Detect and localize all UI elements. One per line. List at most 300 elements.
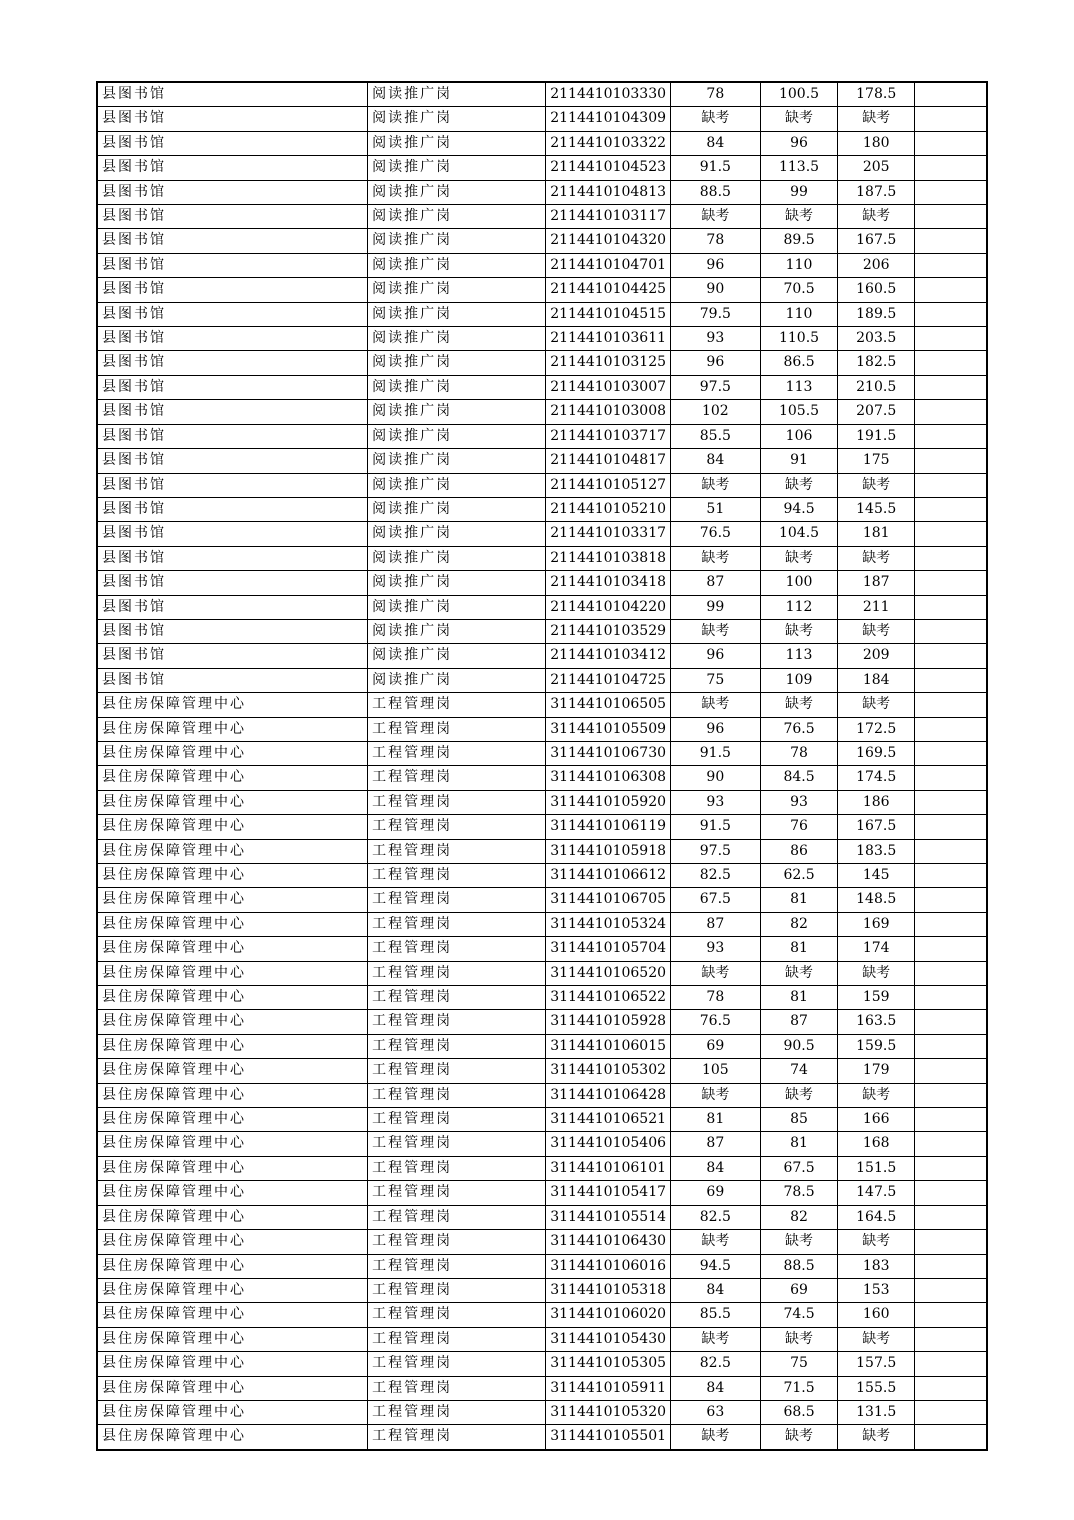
post-cell: 阅读推广岗 xyxy=(368,424,546,448)
interview-score-cell: 96 xyxy=(760,131,837,155)
exam-id-cell: 2114410104701 xyxy=(546,253,670,277)
note-cell xyxy=(915,644,987,668)
table-row xyxy=(97,1352,987,1376)
written-score-cell: 96 xyxy=(670,717,760,741)
table-row xyxy=(97,278,987,302)
note-cell xyxy=(915,1181,987,1205)
unit-cell: 县图书馆 xyxy=(97,497,368,521)
written-score-cell: 缺考 xyxy=(670,205,760,229)
total-score-cell: 153 xyxy=(838,1278,915,1302)
written-score-cell: 91.5 xyxy=(670,156,760,180)
exam-id-cell: 3114410106119 xyxy=(546,815,670,839)
exam-id-cell: 2114410104523 xyxy=(546,156,670,180)
total-score-cell: 145 xyxy=(838,864,915,888)
total-score-cell: 207.5 xyxy=(838,400,915,424)
total-score-cell: 189.5 xyxy=(838,302,915,326)
exam-id-cell: 3114410105417 xyxy=(546,1181,670,1205)
exam-id-cell: 3114410105509 xyxy=(546,717,670,741)
interview-score-cell: 76.5 xyxy=(760,717,837,741)
total-score-cell: 167.5 xyxy=(838,815,915,839)
interview-score-cell: 69 xyxy=(760,1278,837,1302)
table-row xyxy=(97,131,987,155)
note-cell xyxy=(915,912,987,936)
written-score-cell: 96 xyxy=(670,253,760,277)
table-row xyxy=(97,741,987,765)
exam-id-cell: 3114410106015 xyxy=(546,1034,670,1058)
unit-cell: 县住房保障管理中心 xyxy=(97,1156,368,1180)
post-cell: 阅读推广岗 xyxy=(368,619,546,643)
total-score-cell: 164.5 xyxy=(838,1205,915,1229)
interview-score-cell: 78 xyxy=(760,741,837,765)
interview-score-cell: 104.5 xyxy=(760,522,837,546)
exam-id-cell: 3114410105305 xyxy=(546,1352,670,1376)
post-cell: 阅读推广岗 xyxy=(368,644,546,668)
unit-cell: 县图书馆 xyxy=(97,156,368,180)
interview-score-cell: 81 xyxy=(760,1132,837,1156)
total-score-cell: 缺考 xyxy=(838,1230,915,1254)
written-score-cell: 67.5 xyxy=(670,888,760,912)
unit-cell: 县图书馆 xyxy=(97,107,368,131)
written-score-cell: 87 xyxy=(670,1132,760,1156)
table-row xyxy=(97,229,987,253)
unit-cell: 县住房保障管理中心 xyxy=(97,815,368,839)
post-cell: 阅读推广岗 xyxy=(368,205,546,229)
table-row xyxy=(97,1400,987,1424)
note-cell xyxy=(915,1230,987,1254)
unit-cell: 县图书馆 xyxy=(97,253,368,277)
unit-cell: 县住房保障管理中心 xyxy=(97,864,368,888)
exam-id-cell: 2114410103322 xyxy=(546,131,670,155)
written-score-cell: 87 xyxy=(670,912,760,936)
note-cell xyxy=(915,864,987,888)
table-row xyxy=(97,595,987,619)
exam-id-cell: 3114410105911 xyxy=(546,1376,670,1400)
total-score-cell: 148.5 xyxy=(838,888,915,912)
unit-cell: 县图书馆 xyxy=(97,571,368,595)
interview-score-cell: 缺考 xyxy=(760,205,837,229)
exam-id-cell: 2114410103717 xyxy=(546,424,670,448)
table-row xyxy=(97,1278,987,1302)
exam-id-cell: 2114410104425 xyxy=(546,278,670,302)
note-cell xyxy=(915,278,987,302)
unit-cell: 县图书馆 xyxy=(97,327,368,351)
exam-id-cell: 3114410106308 xyxy=(546,766,670,790)
post-cell: 工程管理岗 xyxy=(368,1352,546,1376)
note-cell xyxy=(915,1327,987,1351)
post-cell: 工程管理岗 xyxy=(368,1230,546,1254)
interview-score-cell: 112 xyxy=(760,595,837,619)
post-cell: 工程管理岗 xyxy=(368,961,546,985)
total-score-cell: 187 xyxy=(838,571,915,595)
unit-cell: 县住房保障管理中心 xyxy=(97,717,368,741)
exam-id-cell: 2114410103125 xyxy=(546,351,670,375)
table-row xyxy=(97,961,987,985)
exam-id-cell: 3114410106016 xyxy=(546,1254,670,1278)
note-cell xyxy=(915,375,987,399)
exam-id-cell: 2114410103008 xyxy=(546,400,670,424)
unit-cell: 县图书馆 xyxy=(97,473,368,497)
post-cell: 工程管理岗 xyxy=(368,888,546,912)
total-score-cell: 172.5 xyxy=(838,717,915,741)
total-score-cell: 缺考 xyxy=(838,107,915,131)
interview-score-cell: 缺考 xyxy=(760,107,837,131)
post-cell: 工程管理岗 xyxy=(368,1376,546,1400)
post-cell: 工程管理岗 xyxy=(368,1181,546,1205)
total-score-cell: 160.5 xyxy=(838,278,915,302)
unit-cell: 县图书馆 xyxy=(97,82,368,107)
exam-id-cell: 2114410103117 xyxy=(546,205,670,229)
exam-id-cell: 2114410103418 xyxy=(546,571,670,595)
interview-score-cell: 89.5 xyxy=(760,229,837,253)
note-cell xyxy=(915,1034,987,1058)
post-cell: 阅读推广岗 xyxy=(368,351,546,375)
table-row xyxy=(97,1376,987,1400)
written-score-cell: 缺考 xyxy=(670,1425,760,1450)
unit-cell: 县住房保障管理中心 xyxy=(97,1425,368,1450)
table-row xyxy=(97,1059,987,1083)
table-row xyxy=(97,302,987,326)
unit-cell: 县住房保障管理中心 xyxy=(97,1034,368,1058)
note-cell xyxy=(915,888,987,912)
exam-id-cell: 2114410104220 xyxy=(546,595,670,619)
post-cell: 阅读推广岗 xyxy=(368,156,546,180)
post-cell: 阅读推广岗 xyxy=(368,302,546,326)
total-score-cell: 206 xyxy=(838,253,915,277)
unit-cell: 县住房保障管理中心 xyxy=(97,1303,368,1327)
unit-cell: 县住房保障管理中心 xyxy=(97,986,368,1010)
table-row xyxy=(97,424,987,448)
written-score-cell: 84 xyxy=(670,449,760,473)
post-cell: 工程管理岗 xyxy=(368,1108,546,1132)
table-row xyxy=(97,375,987,399)
table-row xyxy=(97,1156,987,1180)
exam-id-cell: 2114410103412 xyxy=(546,644,670,668)
interview-score-cell: 81 xyxy=(760,888,837,912)
interview-score-cell: 78.5 xyxy=(760,1181,837,1205)
note-cell xyxy=(915,351,987,375)
total-score-cell: 179 xyxy=(838,1059,915,1083)
total-score-cell: 174.5 xyxy=(838,766,915,790)
unit-cell: 县图书馆 xyxy=(97,595,368,619)
written-score-cell: 97.5 xyxy=(670,839,760,863)
post-cell: 阅读推广岗 xyxy=(368,571,546,595)
unit-cell: 县图书馆 xyxy=(97,546,368,570)
written-score-cell: 90 xyxy=(670,278,760,302)
total-score-cell: 缺考 xyxy=(838,1425,915,1450)
post-cell: 工程管理岗 xyxy=(368,1156,546,1180)
written-score-cell: 81 xyxy=(670,1108,760,1132)
table-row xyxy=(97,82,987,107)
unit-cell: 县住房保障管理中心 xyxy=(97,1059,368,1083)
total-score-cell: 187.5 xyxy=(838,180,915,204)
unit-cell: 县住房保障管理中心 xyxy=(97,1278,368,1302)
written-score-cell: 缺考 xyxy=(670,1083,760,1107)
note-cell xyxy=(915,327,987,351)
table-row xyxy=(97,205,987,229)
interview-score-cell: 缺考 xyxy=(760,473,837,497)
score-table xyxy=(96,81,988,1451)
exam-id-cell: 3114410106020 xyxy=(546,1303,670,1327)
post-cell: 工程管理岗 xyxy=(368,1132,546,1156)
written-score-cell: 85.5 xyxy=(670,424,760,448)
table-row xyxy=(97,1132,987,1156)
unit-cell: 县住房保障管理中心 xyxy=(97,1400,368,1424)
exam-id-cell: 3114410106430 xyxy=(546,1230,670,1254)
interview-score-cell: 70.5 xyxy=(760,278,837,302)
written-score-cell: 102 xyxy=(670,400,760,424)
total-score-cell: 145.5 xyxy=(838,497,915,521)
table-body xyxy=(97,82,987,1450)
table-row xyxy=(97,1205,987,1229)
note-cell xyxy=(915,1083,987,1107)
interview-score-cell: 缺考 xyxy=(760,1327,837,1351)
unit-cell: 县图书馆 xyxy=(97,131,368,155)
unit-cell: 县住房保障管理中心 xyxy=(97,1327,368,1351)
total-score-cell: 175 xyxy=(838,449,915,473)
written-score-cell: 缺考 xyxy=(670,693,760,717)
table-row xyxy=(97,986,987,1010)
exam-id-cell: 3114410105704 xyxy=(546,937,670,961)
post-cell: 阅读推广岗 xyxy=(368,131,546,155)
post-cell: 工程管理岗 xyxy=(368,815,546,839)
exam-id-cell: 2114410103611 xyxy=(546,327,670,351)
note-cell xyxy=(915,1278,987,1302)
exam-id-cell: 3114410106505 xyxy=(546,693,670,717)
exam-id-cell: 2114410103529 xyxy=(546,619,670,643)
table-row xyxy=(97,888,987,912)
table-row xyxy=(97,815,987,839)
interview-score-cell: 110 xyxy=(760,302,837,326)
unit-cell: 县住房保障管理中心 xyxy=(97,1205,368,1229)
written-score-cell: 缺考 xyxy=(670,1230,760,1254)
note-cell xyxy=(915,668,987,692)
table-row xyxy=(97,1108,987,1132)
exam-id-cell: 3114410106522 xyxy=(546,986,670,1010)
table-row xyxy=(97,400,987,424)
total-score-cell: 147.5 xyxy=(838,1181,915,1205)
interview-score-cell: 82 xyxy=(760,912,837,936)
unit-cell: 县住房保障管理中心 xyxy=(97,1376,368,1400)
exam-id-cell: 2114410103818 xyxy=(546,546,670,570)
total-score-cell: 178.5 xyxy=(838,82,915,107)
note-cell xyxy=(915,790,987,814)
total-score-cell: 缺考 xyxy=(838,961,915,985)
total-score-cell: 159 xyxy=(838,986,915,1010)
total-score-cell: 169 xyxy=(838,912,915,936)
post-cell: 工程管理岗 xyxy=(368,790,546,814)
unit-cell: 县住房保障管理中心 xyxy=(97,912,368,936)
exam-id-cell: 3114410105918 xyxy=(546,839,670,863)
interview-score-cell: 76 xyxy=(760,815,837,839)
total-score-cell: 160 xyxy=(838,1303,915,1327)
interview-score-cell: 99 xyxy=(760,180,837,204)
total-score-cell: 缺考 xyxy=(838,693,915,717)
post-cell: 阅读推广岗 xyxy=(368,400,546,424)
post-cell: 工程管理岗 xyxy=(368,1400,546,1424)
table-row xyxy=(97,546,987,570)
table-row xyxy=(97,1327,987,1351)
total-score-cell: 183.5 xyxy=(838,839,915,863)
exam-id-cell: 3114410106730 xyxy=(546,741,670,765)
interview-score-cell: 缺考 xyxy=(760,1230,837,1254)
exam-id-cell: 2114410104817 xyxy=(546,449,670,473)
note-cell xyxy=(915,1303,987,1327)
total-score-cell: 209 xyxy=(838,644,915,668)
note-cell xyxy=(915,1205,987,1229)
exam-id-cell: 3114410105501 xyxy=(546,1425,670,1450)
interview-score-cell: 82 xyxy=(760,1205,837,1229)
post-cell: 工程管理岗 xyxy=(368,864,546,888)
written-score-cell: 78 xyxy=(670,82,760,107)
exam-id-cell: 2114410103330 xyxy=(546,82,670,107)
interview-score-cell: 85 xyxy=(760,1108,837,1132)
unit-cell: 县图书馆 xyxy=(97,229,368,253)
interview-score-cell: 81 xyxy=(760,937,837,961)
interview-score-cell: 缺考 xyxy=(760,546,837,570)
written-score-cell: 78 xyxy=(670,229,760,253)
table-row xyxy=(97,522,987,546)
written-score-cell: 76.5 xyxy=(670,1010,760,1034)
table-row xyxy=(97,327,987,351)
written-score-cell: 93 xyxy=(670,937,760,961)
note-cell xyxy=(915,1352,987,1376)
written-score-cell: 缺考 xyxy=(670,619,760,643)
interview-score-cell: 缺考 xyxy=(760,1425,837,1450)
interview-score-cell: 100 xyxy=(760,571,837,595)
total-score-cell: 174 xyxy=(838,937,915,961)
exam-id-cell: 3114410105430 xyxy=(546,1327,670,1351)
post-cell: 阅读推广岗 xyxy=(368,180,546,204)
post-cell: 工程管理岗 xyxy=(368,1425,546,1450)
unit-cell: 县住房保障管理中心 xyxy=(97,888,368,912)
post-cell: 工程管理岗 xyxy=(368,1083,546,1107)
unit-cell: 县图书馆 xyxy=(97,619,368,643)
note-cell xyxy=(915,1132,987,1156)
written-score-cell: 99 xyxy=(670,595,760,619)
total-score-cell: 159.5 xyxy=(838,1034,915,1058)
note-cell xyxy=(915,815,987,839)
post-cell: 阅读推广岗 xyxy=(368,522,546,546)
note-cell xyxy=(915,1425,987,1450)
post-cell: 阅读推广岗 xyxy=(368,497,546,521)
unit-cell: 县住房保障管理中心 xyxy=(97,961,368,985)
interview-score-cell: 105.5 xyxy=(760,400,837,424)
unit-cell: 县图书馆 xyxy=(97,522,368,546)
interview-score-cell: 88.5 xyxy=(760,1254,837,1278)
unit-cell: 县图书馆 xyxy=(97,424,368,448)
total-score-cell: 169.5 xyxy=(838,741,915,765)
post-cell: 阅读推广岗 xyxy=(368,253,546,277)
unit-cell: 县住房保障管理中心 xyxy=(97,790,368,814)
table-row xyxy=(97,1181,987,1205)
unit-cell: 县图书馆 xyxy=(97,205,368,229)
note-cell xyxy=(915,180,987,204)
note-cell xyxy=(915,424,987,448)
written-score-cell: 缺考 xyxy=(670,961,760,985)
unit-cell: 县住房保障管理中心 xyxy=(97,1230,368,1254)
note-cell xyxy=(915,473,987,497)
interview-score-cell: 91 xyxy=(760,449,837,473)
table-row xyxy=(97,912,987,936)
exam-id-cell: 2114410104813 xyxy=(546,180,670,204)
interview-score-cell: 74 xyxy=(760,1059,837,1083)
note-cell xyxy=(915,619,987,643)
exam-id-cell: 3114410105920 xyxy=(546,790,670,814)
table-row xyxy=(97,180,987,204)
exam-id-cell: 3114410106520 xyxy=(546,961,670,985)
unit-cell: 县图书馆 xyxy=(97,400,368,424)
unit-cell: 县图书馆 xyxy=(97,644,368,668)
table-row xyxy=(97,1425,987,1450)
note-cell xyxy=(915,302,987,326)
unit-cell: 县图书馆 xyxy=(97,180,368,204)
post-cell: 工程管理岗 xyxy=(368,741,546,765)
unit-cell: 县住房保障管理中心 xyxy=(97,1132,368,1156)
exam-id-cell: 2114410105210 xyxy=(546,497,670,521)
total-score-cell: 缺考 xyxy=(838,1083,915,1107)
note-cell xyxy=(915,839,987,863)
interview-score-cell: 100.5 xyxy=(760,82,837,107)
interview-score-cell: 90.5 xyxy=(760,1034,837,1058)
exam-id-cell: 3114410106705 xyxy=(546,888,670,912)
note-cell xyxy=(915,131,987,155)
total-score-cell: 缺考 xyxy=(838,205,915,229)
note-cell xyxy=(915,1010,987,1034)
written-score-cell: 76.5 xyxy=(670,522,760,546)
unit-cell: 县住房保障管理中心 xyxy=(97,937,368,961)
unit-cell: 县图书馆 xyxy=(97,351,368,375)
exam-id-cell: 3114410105324 xyxy=(546,912,670,936)
interview-score-cell: 缺考 xyxy=(760,961,837,985)
total-score-cell: 211 xyxy=(838,595,915,619)
unit-cell: 县住房保障管理中心 xyxy=(97,1010,368,1034)
note-cell xyxy=(915,107,987,131)
written-score-cell: 缺考 xyxy=(670,473,760,497)
exam-id-cell: 3114410105928 xyxy=(546,1010,670,1034)
table-row xyxy=(97,864,987,888)
table-row xyxy=(97,937,987,961)
interview-score-cell: 110.5 xyxy=(760,327,837,351)
interview-score-cell: 94.5 xyxy=(760,497,837,521)
unit-cell: 县图书馆 xyxy=(97,375,368,399)
note-cell xyxy=(915,717,987,741)
exam-id-cell: 2114410103007 xyxy=(546,375,670,399)
written-score-cell: 82.5 xyxy=(670,864,760,888)
written-score-cell: 缺考 xyxy=(670,107,760,131)
note-cell xyxy=(915,937,987,961)
written-score-cell: 84 xyxy=(670,1278,760,1302)
interview-score-cell: 84.5 xyxy=(760,766,837,790)
post-cell: 工程管理岗 xyxy=(368,1327,546,1351)
note-cell xyxy=(915,522,987,546)
interview-score-cell: 110 xyxy=(760,253,837,277)
note-cell xyxy=(915,156,987,180)
post-cell: 阅读推广岗 xyxy=(368,473,546,497)
table-row xyxy=(97,1230,987,1254)
interview-score-cell: 74.5 xyxy=(760,1303,837,1327)
total-score-cell: 157.5 xyxy=(838,1352,915,1376)
exam-id-cell: 3114410106101 xyxy=(546,1156,670,1180)
interview-score-cell: 67.5 xyxy=(760,1156,837,1180)
total-score-cell: 182.5 xyxy=(838,351,915,375)
total-score-cell: 167.5 xyxy=(838,229,915,253)
total-score-cell: 缺考 xyxy=(838,1327,915,1351)
table-row xyxy=(97,1034,987,1058)
written-score-cell: 91.5 xyxy=(670,741,760,765)
total-score-cell: 缺考 xyxy=(838,546,915,570)
written-score-cell: 84 xyxy=(670,131,760,155)
note-cell xyxy=(915,205,987,229)
